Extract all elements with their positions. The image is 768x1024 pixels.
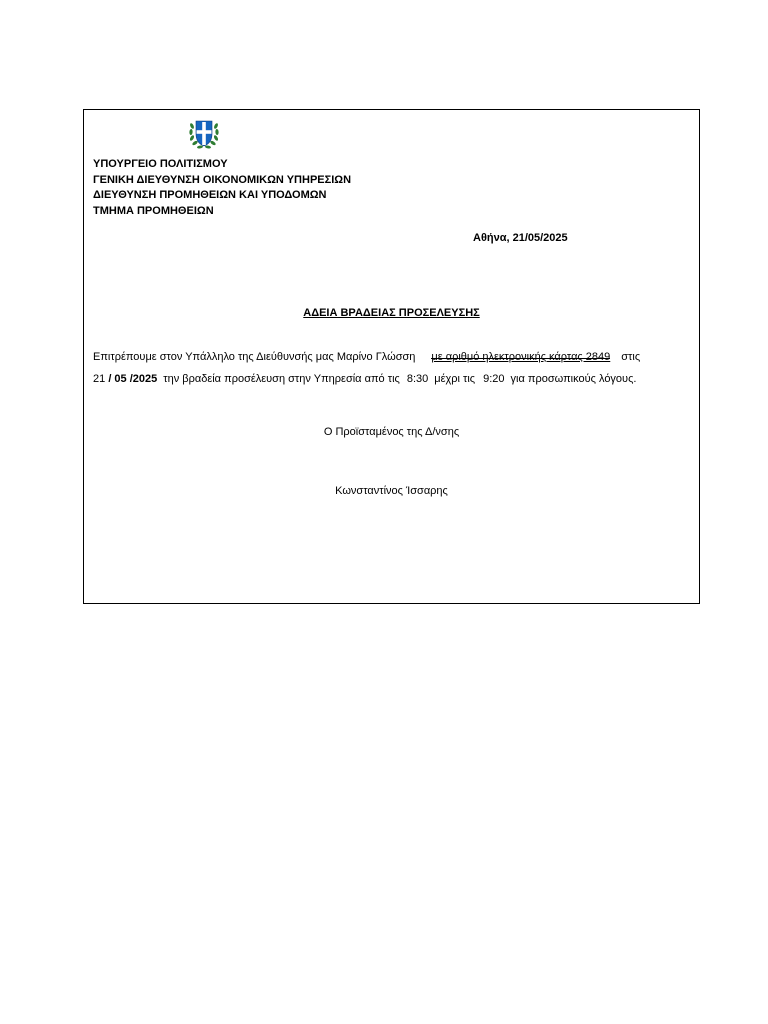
body-intro: Επιτρέπουμε στον Υπάλληλο της Διεύθυνσής μας Μαρίνο Γλώσση — [93, 351, 416, 363]
time-to: 9:20 — [483, 373, 505, 385]
signatory-role: Ο Προϊσταμένος της Δ/νσης — [323, 426, 460, 438]
body-middle: την βραδεία προσέλευση στην Υπηρεσία από τις — [163, 373, 400, 385]
body-reason: για προσωπικούς λόγους. — [510, 373, 637, 385]
header-general-directorate: ΓΕΝΙΚΗ ΔΙΕΥΘΥΝΣΗ ΟΙΚΟΝΟΜΙΚΩΝ ΥΠΗΡΕΣΙΩΝ — [93, 173, 352, 186]
header-directorate: ΔΙΕΥΘΥΝΣΗ ΠΡΟΜΗΘΕΙΩΝ ΚΑΙ ΥΠΟΔΟΜΩΝ — [93, 189, 327, 201]
signatory-name: Κωνσταντίνος Ίσσαρης — [335, 485, 448, 497]
ministry-header — [93, 157, 351, 219]
document-frame — [83, 109, 700, 604]
body-month-year: / 05 /2025 — [108, 373, 158, 385]
header-ministry: ΥΠΟΥΡΓΕΙΟ ΠΟΛΙΤΙΣΜΟΥ — [93, 158, 228, 170]
header-department: ΤΜΗΜΑ ΠΡΟΜΗΘΕΙΩΝ — [93, 204, 214, 217]
body-line-1 — [93, 351, 640, 363]
time-from: 8:30 — [406, 373, 429, 385]
body-until: μέχρι τις — [434, 373, 476, 385]
body-on: στις — [621, 351, 641, 363]
greek-coat-of-arms-icon — [186, 116, 222, 152]
document-date: Αθήνα, 21/05/2025 — [473, 232, 568, 244]
card-number-text: με αριθμό ηλεκτρονικής κάρτας 2849 — [431, 351, 611, 363]
body-day: 21 — [93, 373, 106, 385]
body-line-2 — [93, 373, 636, 385]
document-title: ΑΔΕΙΑ ΒΡΑΔΕΙΑΣ ΠΡΟΣΕΛΕΥΣΗΣ — [303, 307, 480, 319]
